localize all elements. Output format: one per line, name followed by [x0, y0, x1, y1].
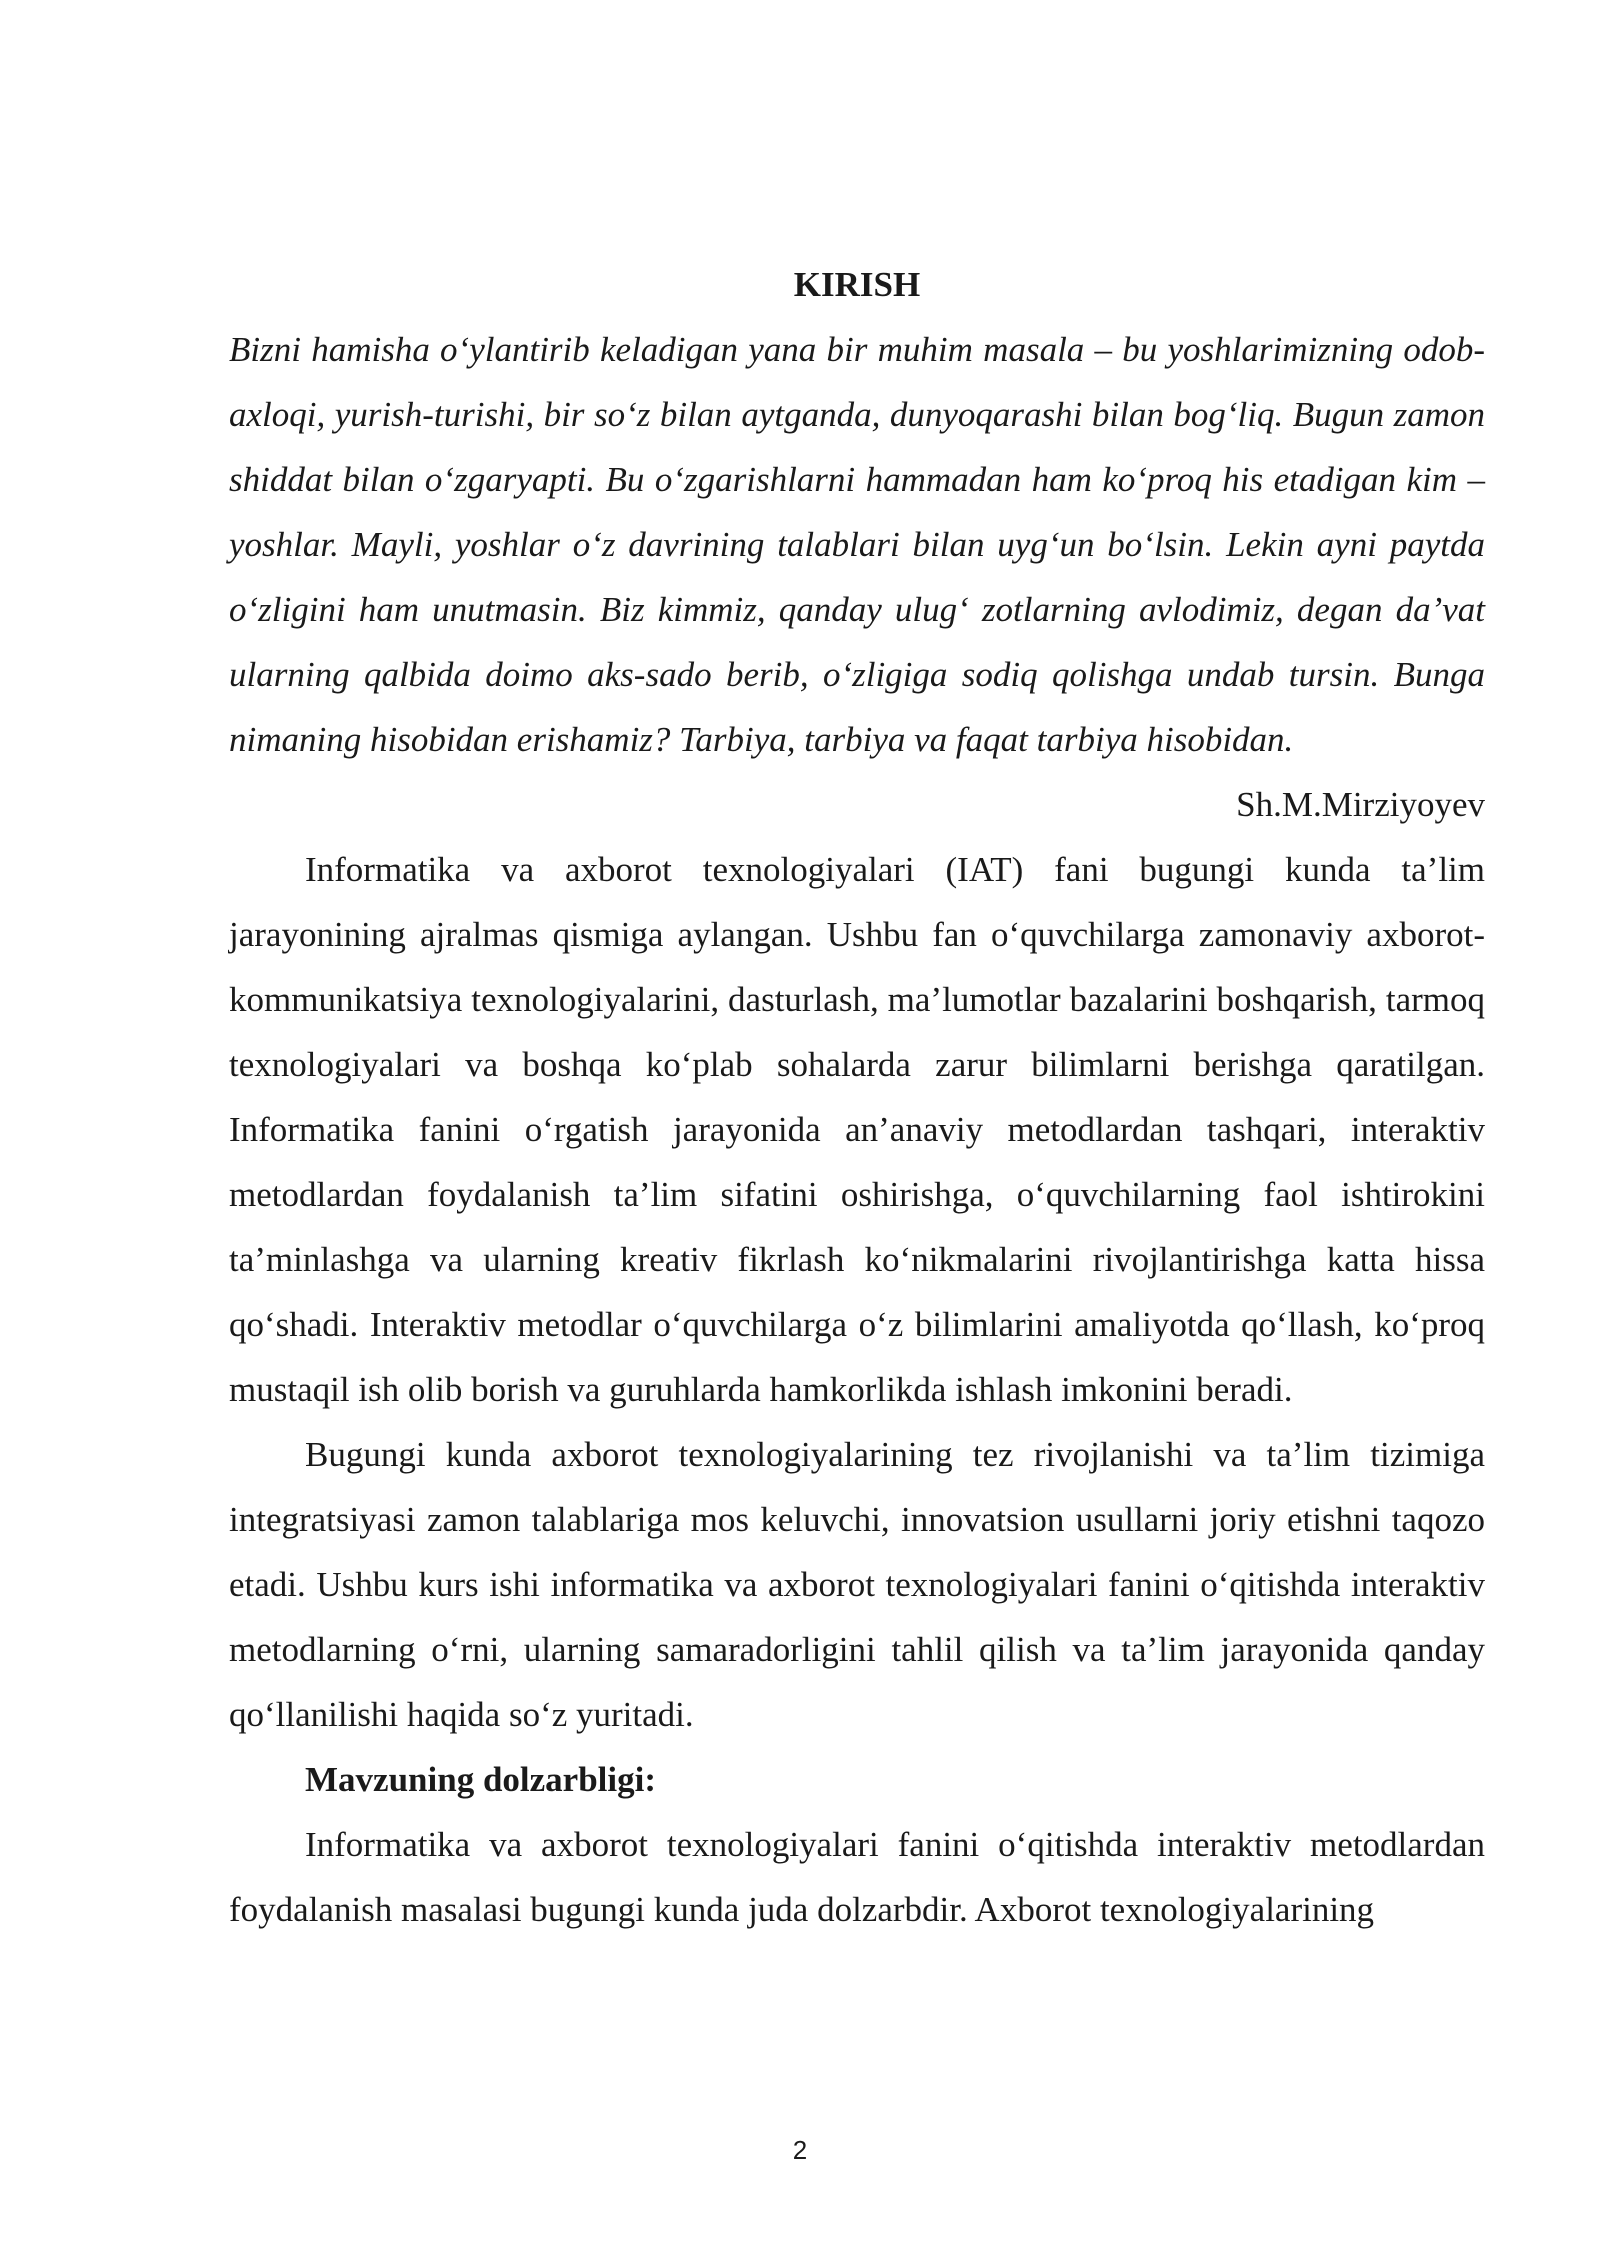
- subsection-heading: Mavzuning dolzarbligi:: [305, 1760, 656, 1799]
- epigraph-quote: Bizni hamisha o‘ylantirib keladigan yana bir muhim masala – bu yoshlarimizning odob-axloqi, yurish-turishi, bir so‘z bilan aytganda, dunyoqarashi bilan bog‘liq. Bugun zamon shiddat bilan o‘zgaryapti. Bu o‘zgarishlarni hammadan ham ko‘proq his etadigan kim – yoshlar. Mayli, yoshlar o‘z davrining talablari bilan uyg‘un bo‘lsin. Lekin ayni paytda o‘zligini ham unutmasin. Biz kimmiz, qanday ulug‘ zotlarning avlodimiz, degan da’vat ularning qalbida doimo aks-sado berib, o‘zligiga sodiq qolishga undab tursin. Bunga nimaning hisobidan erishamiz? Tarbiya, tarbiya va faqat tarbiya hisobidan.: [229, 330, 1485, 759]
- body-paragraph: Informatika va axborot texnologiyalari fanini o‘qitishda interaktiv metodlardan foydalanish masalasi bugungi kunda juda dolzarbdir. Axborot texnologiyalarining: [229, 1825, 1485, 1929]
- page-number: 2: [792, 2135, 808, 2165]
- section-heading: KIRISH: [793, 265, 921, 304]
- body-paragraph: Informatika va axborot texnologiyalari (IAT) fani bugungi kunda ta’lim jarayonining ajralmas qismiga aylangan. Ushbu fan o‘quvchilarga zamonaviy axborot-kommunikatsiya texnologiyalarini, dasturlash, ma’lumotlar bazalarini boshqarish, tarmoq texnologiyalari va boshqa ko‘plab sohalarda zarur bilimlarni berishga qaratilgan. Informatika fanini o‘rgatish jarayonida an’anaviy metodlardan tashqari, interaktiv metodlardan foydalanish ta’lim sifatini oshirishga, o‘quvchilarning faol ishtirokini ta’minlashga va ularning kreativ fikrlash ko‘nikmalarini rivojlantirishga katta hissa qo‘shadi. Interaktiv metodlar o‘quvchilarga o‘z bilimlarini amaliyotda qo‘llash, ko‘proq mustaqil ish olib borish va guruhlarda hamkorlikda ishlash imkonini beradi.: [229, 850, 1485, 1409]
- epigraph-author: Sh.M.Mirziyoyev: [1236, 785, 1485, 824]
- body-paragraph: Bugungi kunda axborot texnologiyalarining tez rivojlanishi va ta’lim tizimiga integratsiyasi zamon talablariga mos keluvchi, innovatsion usullarni joriy etishni taqozo etadi. Ushbu kurs ishi informatika va axborot texnologiyalari fanini o‘qitishda interaktiv metodlarning o‘rni, ularning samaradorligini tahlil qilish va ta’lim jarayonida qanday qo‘llanilishi haqida so‘z yuritadi.: [229, 1435, 1485, 1734]
- page-content: [229, 252, 1485, 1942]
